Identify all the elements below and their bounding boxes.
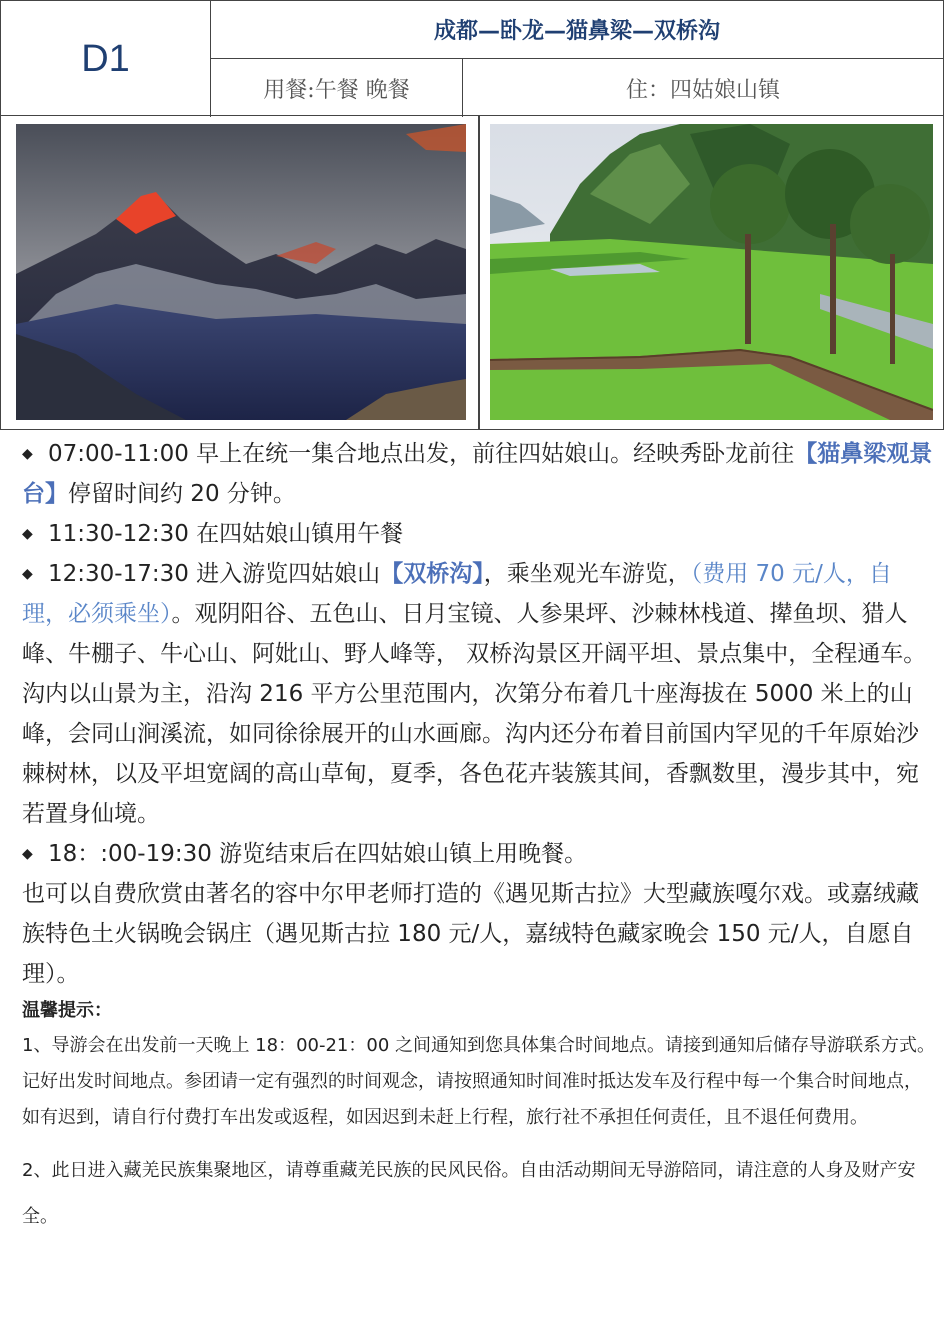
photo-row	[0, 116, 944, 430]
tips-title: 温馨提示：	[22, 1000, 112, 1021]
valley-boardwalk-photo	[490, 124, 933, 420]
schedule-item-3: ◆ 12:30-17:30 进入游览四姑娘山【双桥沟】，乘坐观光车游览，（费用 70 元/人，自理，必须乘坐）。观阴阳谷、五色山、日月宝镜、人参果坪、沙棘林栈道、撵鱼坝、猎人峰、牛棚子、牛心山、阿妣山、野人峰等， 双桥沟景区开阔平坦、景点集中，全程通车。沟内以山景为主，沿沟 216 平方公里范围内，次第分布着几十座海拔在 5000 米上的山峰，会同山涧溪流，如同徐徐展开的山水画廊。沟内还分布着目前国内罕见的千年原始沙棘树林，以及平坦宽阔的高山草甸，夏季，各色花卉装簇其间，香飘数里，漫步其中，宛若置身仙境。	[22, 554, 936, 834]
meals-info: 用餐:午餐 晚餐	[211, 59, 463, 117]
bullet-icon: ◆	[22, 446, 33, 462]
highlight-spot: 【猫鼻梁观景台】	[22, 441, 933, 507]
route-title: 成都—卧龙—猫鼻梁—双桥沟	[211, 1, 943, 59]
bullet-icon: ◆	[22, 846, 33, 862]
fee-note: （费用 70 元/人，自理，必须乘坐）	[22, 561, 892, 627]
tips-section	[22, 996, 936, 1240]
optional-activity: 也可以自费欣赏由著名的容中尔甲老师打造的《遇见斯古拉》大型藏族嘎尔戏。或嘉绒藏族特色土火锅晚会锅庄（遇见斯古拉 180 元/人，嘉绒特色藏家晚会 150 元/人，自愿自理）。	[22, 881, 919, 987]
tip-2: 2、此日进入藏羌民族集聚地区，请尊重藏羌民族的民风民俗。自由活动期间无导游陪同，请注意的人身及财产安全。	[22, 1160, 916, 1227]
tip-1: 1、导游会在出发前一天晚上 18：00-21：00 之间通知到您具体集合时间地点。请接到通知后储存导游联系方式。记好出发时间地点。参团请一定有强烈的时间观念，请按照通知时间准时抵达发车及行程中每一个集合时间地点，如有迟到，请自行付费打车出发或返程，如因迟到未赶上行程，旅行社不承担任何责任，且不退任何费用。	[22, 1035, 936, 1128]
accommodation-info: 住：四姑娘山镇	[625, 77, 780, 103]
schedule-item-4: ◆ 18：:00-19:30 游览结束后在四姑娘山镇上用晚餐。	[22, 834, 936, 874]
bullet-icon: ◆	[22, 526, 33, 542]
day-label: D1	[1, 1, 211, 117]
mountain-sunset-photo	[16, 124, 466, 420]
itinerary-body	[22, 434, 936, 994]
photo-divider	[478, 116, 480, 429]
schedule-item-2: ◆ 11:30-12:30 在四姑娘山镇用午餐	[22, 514, 936, 554]
schedule-item-1: ◆ 07:00-11:00 早上在统一集合地点出发，前往四姑娘山。经映秀卧龙前往【猫鼻梁观景台】停留时间约 20 分钟。	[22, 434, 936, 514]
bullet-icon: ◆	[22, 566, 33, 582]
itinerary-header	[0, 0, 944, 116]
highlight-spot: 【双桥沟】	[380, 561, 484, 587]
